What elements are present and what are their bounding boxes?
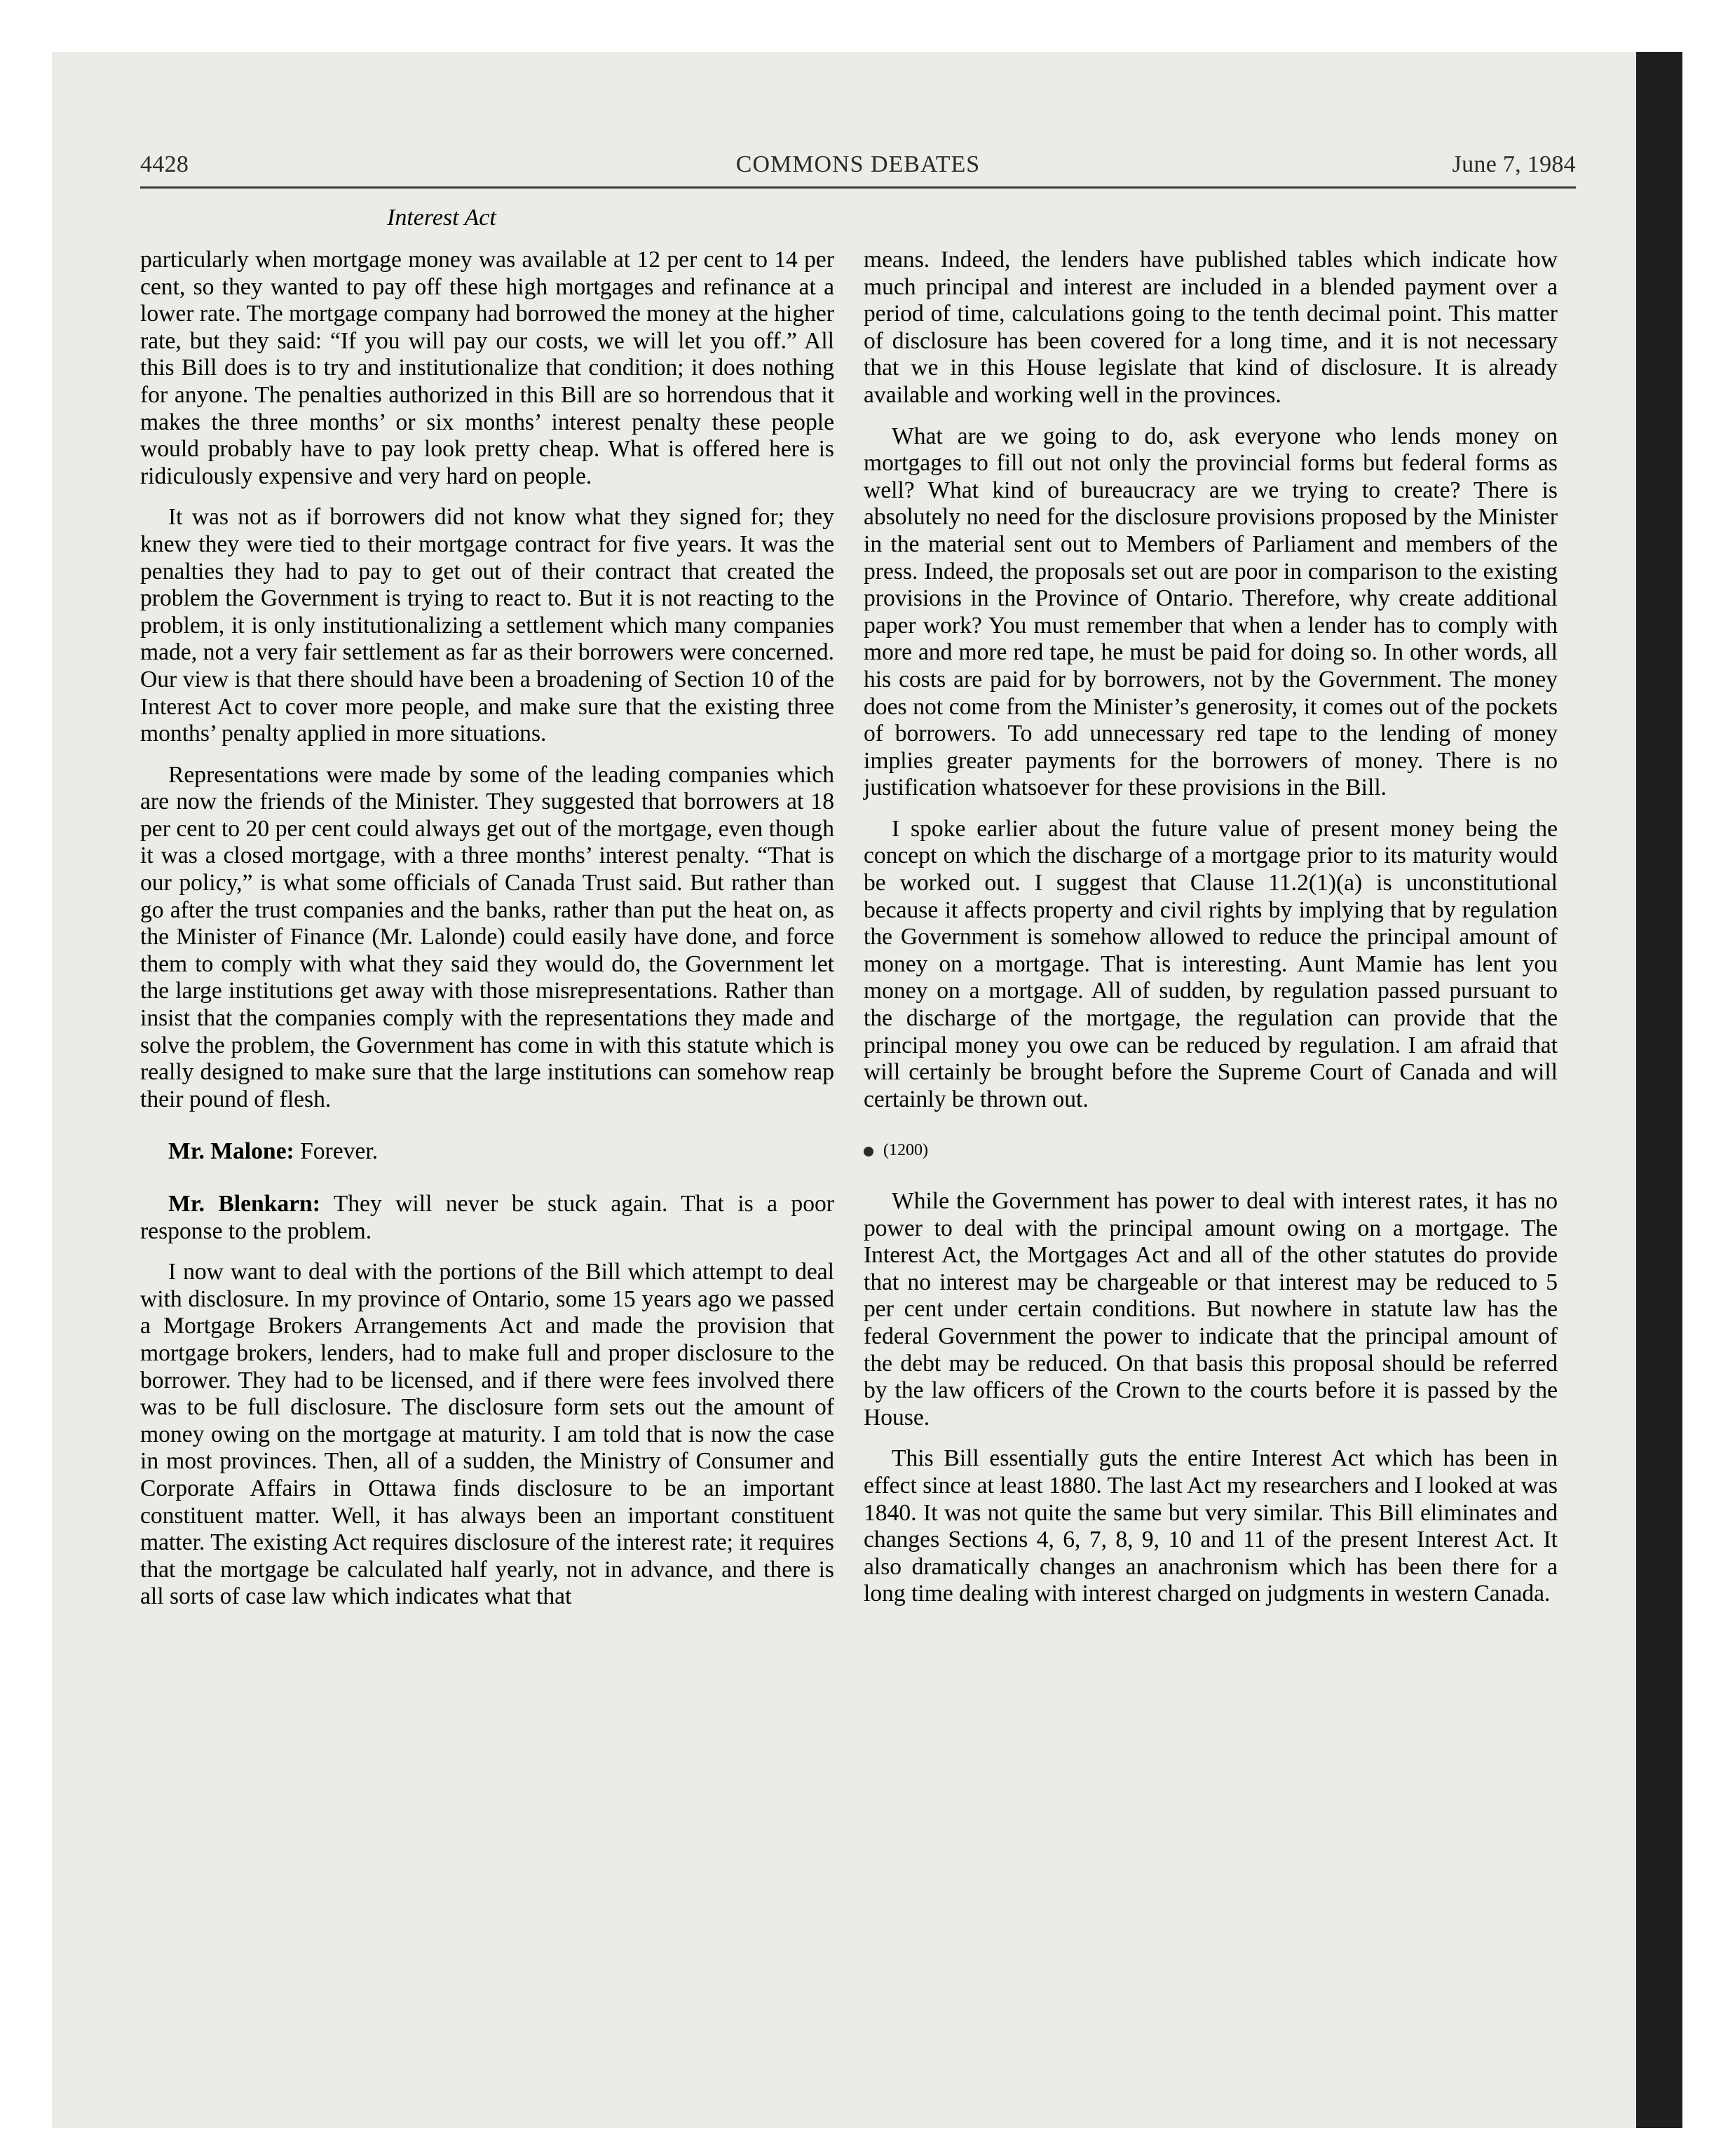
left-column bbox=[140, 247, 834, 1625]
paragraph: means. Indeed, the lenders have published tables which indicate how much principal and interest are included in a blended payment over a period of time, calculations going to the tenth decimal point. This matter of disclosure has been covered for a long time, and it is not necessary that we in this House legislate that kind of disclosure. It is already available and working well in the provinces. bbox=[864, 247, 1558, 408]
journal-title: COMMONS DEBATES bbox=[735, 151, 981, 177]
speaker-name: Mr. Malone: bbox=[168, 1138, 294, 1165]
paragraph: Representations were made by some of the leading companies which are now the friends of the Minister. They suggested that borrowers at 18 per cent to 20 per cent could always get out of the mortgage, even though it was a closed mortgage, with a three months’ interest penalty. “That is our policy,” is what some officials of Canada Trust said. But rather than go after the trust companies and the banks, rather than put the heat on, as the Minister of Finance (Mr. Lalonde) could easily have done, and force them to comply with what they said they would do, the Government let the large institutions get away with those misrepresentations. Rather than insist that the companies comply with the representations they made and solve the problem, the Government has come in with this statute which is really designed to make sure that the large institutions can somehow reap their pound of flesh. bbox=[140, 761, 834, 1112]
paragraph: This Bill essentially guts the entire Interest Act which has been in effect since at least 1880. The last Act my researchers and I looked at was 1840. It was not quite the same but very similar. This Bill eliminates and changes Sections 4, 6, 7, 8, 9, 10 and 11 of the present Interest Act. It also dramatically changes an anachronism which has been there for a long time dealing with interest charged on judgments in western Canada. bbox=[864, 1445, 1558, 1607]
page-header bbox=[140, 151, 1576, 188]
paragraph: I now want to deal with the portions of the Bill which attempt to deal with disclosure. In my province of Ontario, some 15 years ago we passed a Mortgage Brokers Arrangements Act and made the provision that mortgage brokers, lenders, had to make full and proper disclosure to the borrower. They had to be licensed, and if there were fees involved there was to be full disclosure. The disclosure form sets out the amount of money owing on the mortgage at maturity. I am told that is now the case in most provinces. Then, all of a sudden, the Ministry of Consumer and Corporate Affairs in Ottawa finds disclosure to be an important constituent matter. Well, it has always been an important constituent matter. The existing Act requires disclosure of the interest rate; it requires that the mortgage be calculated half yearly, not in advance, and there is all sorts of case law which indicates what that bbox=[140, 1259, 834, 1610]
page-date: June 7, 1984 bbox=[1452, 151, 1576, 177]
page-number: 4428 bbox=[140, 151, 189, 177]
header-rule bbox=[140, 186, 1576, 189]
right-column bbox=[864, 247, 1558, 1622]
section-title: Interest Act bbox=[387, 205, 496, 231]
speech-text: Forever. bbox=[300, 1138, 379, 1165]
page-content bbox=[140, 151, 1576, 188]
paragraph: particularly when mortgage money was available at 12 per cent to 14 per cent, so they wanted to pay off these high mortgages and refinance at a lower rate. The mortgage company had borrowed the money at the higher rate, but they said: “If you will pay our costs, we will let you off.” All this Bill does is to try and institutionalize that condition; it does nothing for anyone. The penalties authorized in this Bill are so horrendous that it makes the three months’ or six months’ interest penalty these people would probably have to pay look pretty cheap. What is offered here is ridiculously expensive and very hard on people. bbox=[140, 247, 834, 489]
paragraph: It was not as if borrowers did not know what they signed for; they knew they were tied to their mortgage contract for five years. It was the penalties they had to pay to get out of their contract that created the problem the Government is trying to react to. But it is not reacting to the problem, it is only institutionalizing a settlement which many companies made, not a very fair settlement as far as their borrowers were concerned. Our view is that there should have been a broadening of Section 10 of the Interest Act to cover more people, and make sure that the existing three months’ penalty applied in more situations. bbox=[140, 504, 834, 747]
time-marker bbox=[864, 1137, 1558, 1164]
speech-text: They will never be stuck again. That is a poor response to the problem. bbox=[140, 1191, 834, 1244]
speaker-name: Mr. Blenkarn: bbox=[168, 1191, 320, 1217]
bullet-icon bbox=[864, 1147, 873, 1157]
time-marker-text: (1200) bbox=[883, 1141, 928, 1160]
paragraph: While the Government has power to deal with interest rates, it has no power to deal with the principal amount owing on a mortgage. The Interest Act, the Mortgages Act and all of the other statutes do provide that no interest may be chargeable or that interest may be reduced to 5 per cent under certain conditions. But nowhere in statute law has the federal Government the power to indicate that the principal amount of the debt may be reduced. On that basis this proposal should be referred by the law officers of the Crown to the courts before it is passed by the House. bbox=[864, 1188, 1558, 1431]
paragraph: What are we going to do, ask everyone who lends money on mortgages to fill out not only the provincial forms but federal forms as well? What kind of bureaucracy are we trying to create? There is absolutely no need for the disclosure provisions proposed by the Minister in the material sent out to Members of Parliament and members of the press. Indeed, the proposals set out are poor in comparison to the existing provisions in the Province of Ontario. Therefore, why create additional paper work? You must remember that when a lender has to comply with more and more red tape, he must be paid for doing so. In other words, all his costs are paid for by borrowers, not by the Government. The money does not come from the Minister’s generosity, it comes out of the pockets of borrowers. To add unnecessary red tape to the lending of money implies greater payments for the borrowers of money. There is no justification whatsoever for these provisions in the Bill. bbox=[864, 423, 1558, 801]
speech bbox=[140, 1191, 834, 1245]
speech bbox=[140, 1138, 834, 1166]
paragraph: I spoke earlier about the future value of present money being the concept on which the discharge of a mortgage prior to its maturity would be worked out. I suggest that Clause 11.2(1)(a) is unconstitutional because it affects property and civil rights by implying that by regulation the Government is somehow allowed to reduce the principal amount of money on a mortgage. That is interesting. Aunt Mamie has lent you money on a mortgage. All of sudden, by regulation passed pursuant to the discharge of the mortgage, the regulation can provide that the principal money you owe can be reduced by regulation. I am afraid that will certainly be brought before the Supreme Court of Canada and will certainly be thrown out. bbox=[864, 815, 1558, 1112]
scan-edge-shadow bbox=[1636, 52, 1682, 2128]
